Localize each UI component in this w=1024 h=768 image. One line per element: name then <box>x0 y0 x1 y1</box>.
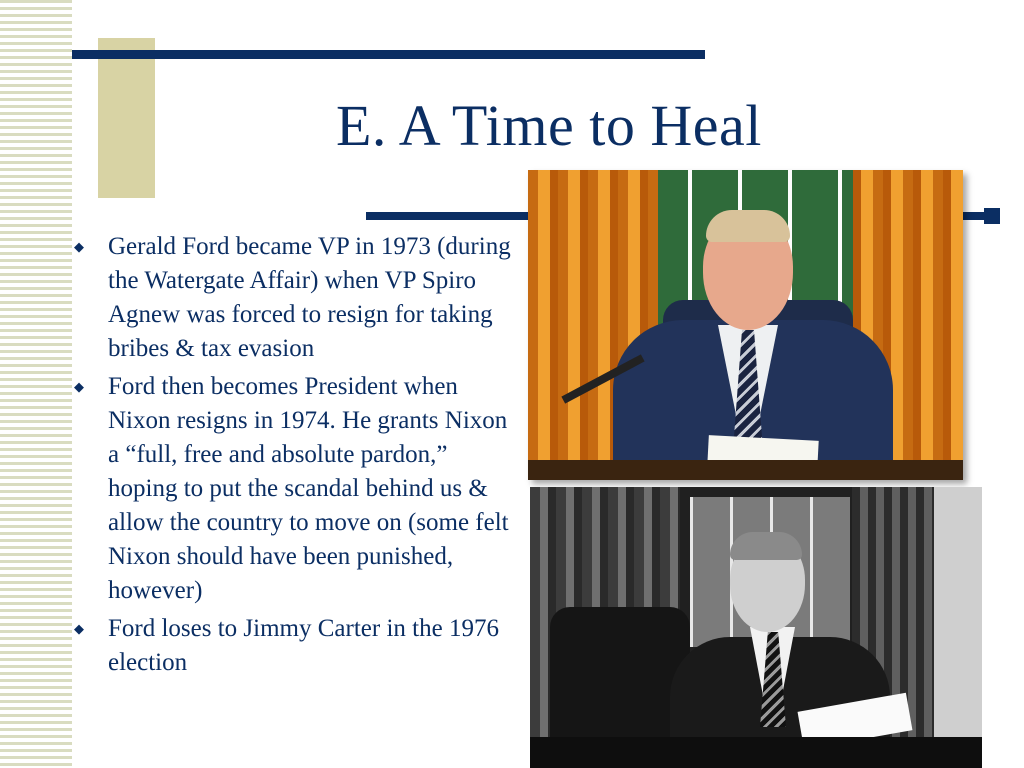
diamond-icon: ◆ <box>74 239 84 254</box>
photo-hair <box>706 210 790 242</box>
bullet-item <box>72 230 522 366</box>
bullet-text: Ford loses to Jimmy Carter in the 1976 election <box>108 615 499 676</box>
bullet-item <box>72 370 522 608</box>
decorative-stripes <box>0 0 72 768</box>
slide-title: E. A Time to Heal <box>336 93 762 158</box>
photo-desk <box>530 737 982 768</box>
title-rule-top <box>72 50 705 59</box>
photo-hair <box>730 532 802 560</box>
ford-color-photo <box>528 170 963 480</box>
bullet-text: Gerald Ford became VP in 1973 (during the Watergate Affair) when VP Spiro Agnew was forced to resign for taking bribes & tax evasion <box>108 233 511 362</box>
photo-flag <box>934 487 982 768</box>
diamond-icon: ◆ <box>74 621 84 636</box>
bullet-text: Ford then becomes President when Nixon resigns in 1974. He grants Nixon a “full, free and absolute pardon,” hoping to put the scandal behind us & allow the country to move on (some felt Nixon should have been punished, however) <box>108 373 509 604</box>
bullet-list <box>72 230 522 684</box>
ford-bw-photo <box>530 487 982 768</box>
title-rule-tick <box>984 208 1000 224</box>
bullet-item <box>72 612 522 680</box>
diamond-icon: ◆ <box>74 379 84 394</box>
photo-desk <box>528 460 963 480</box>
decorative-block <box>98 38 155 198</box>
